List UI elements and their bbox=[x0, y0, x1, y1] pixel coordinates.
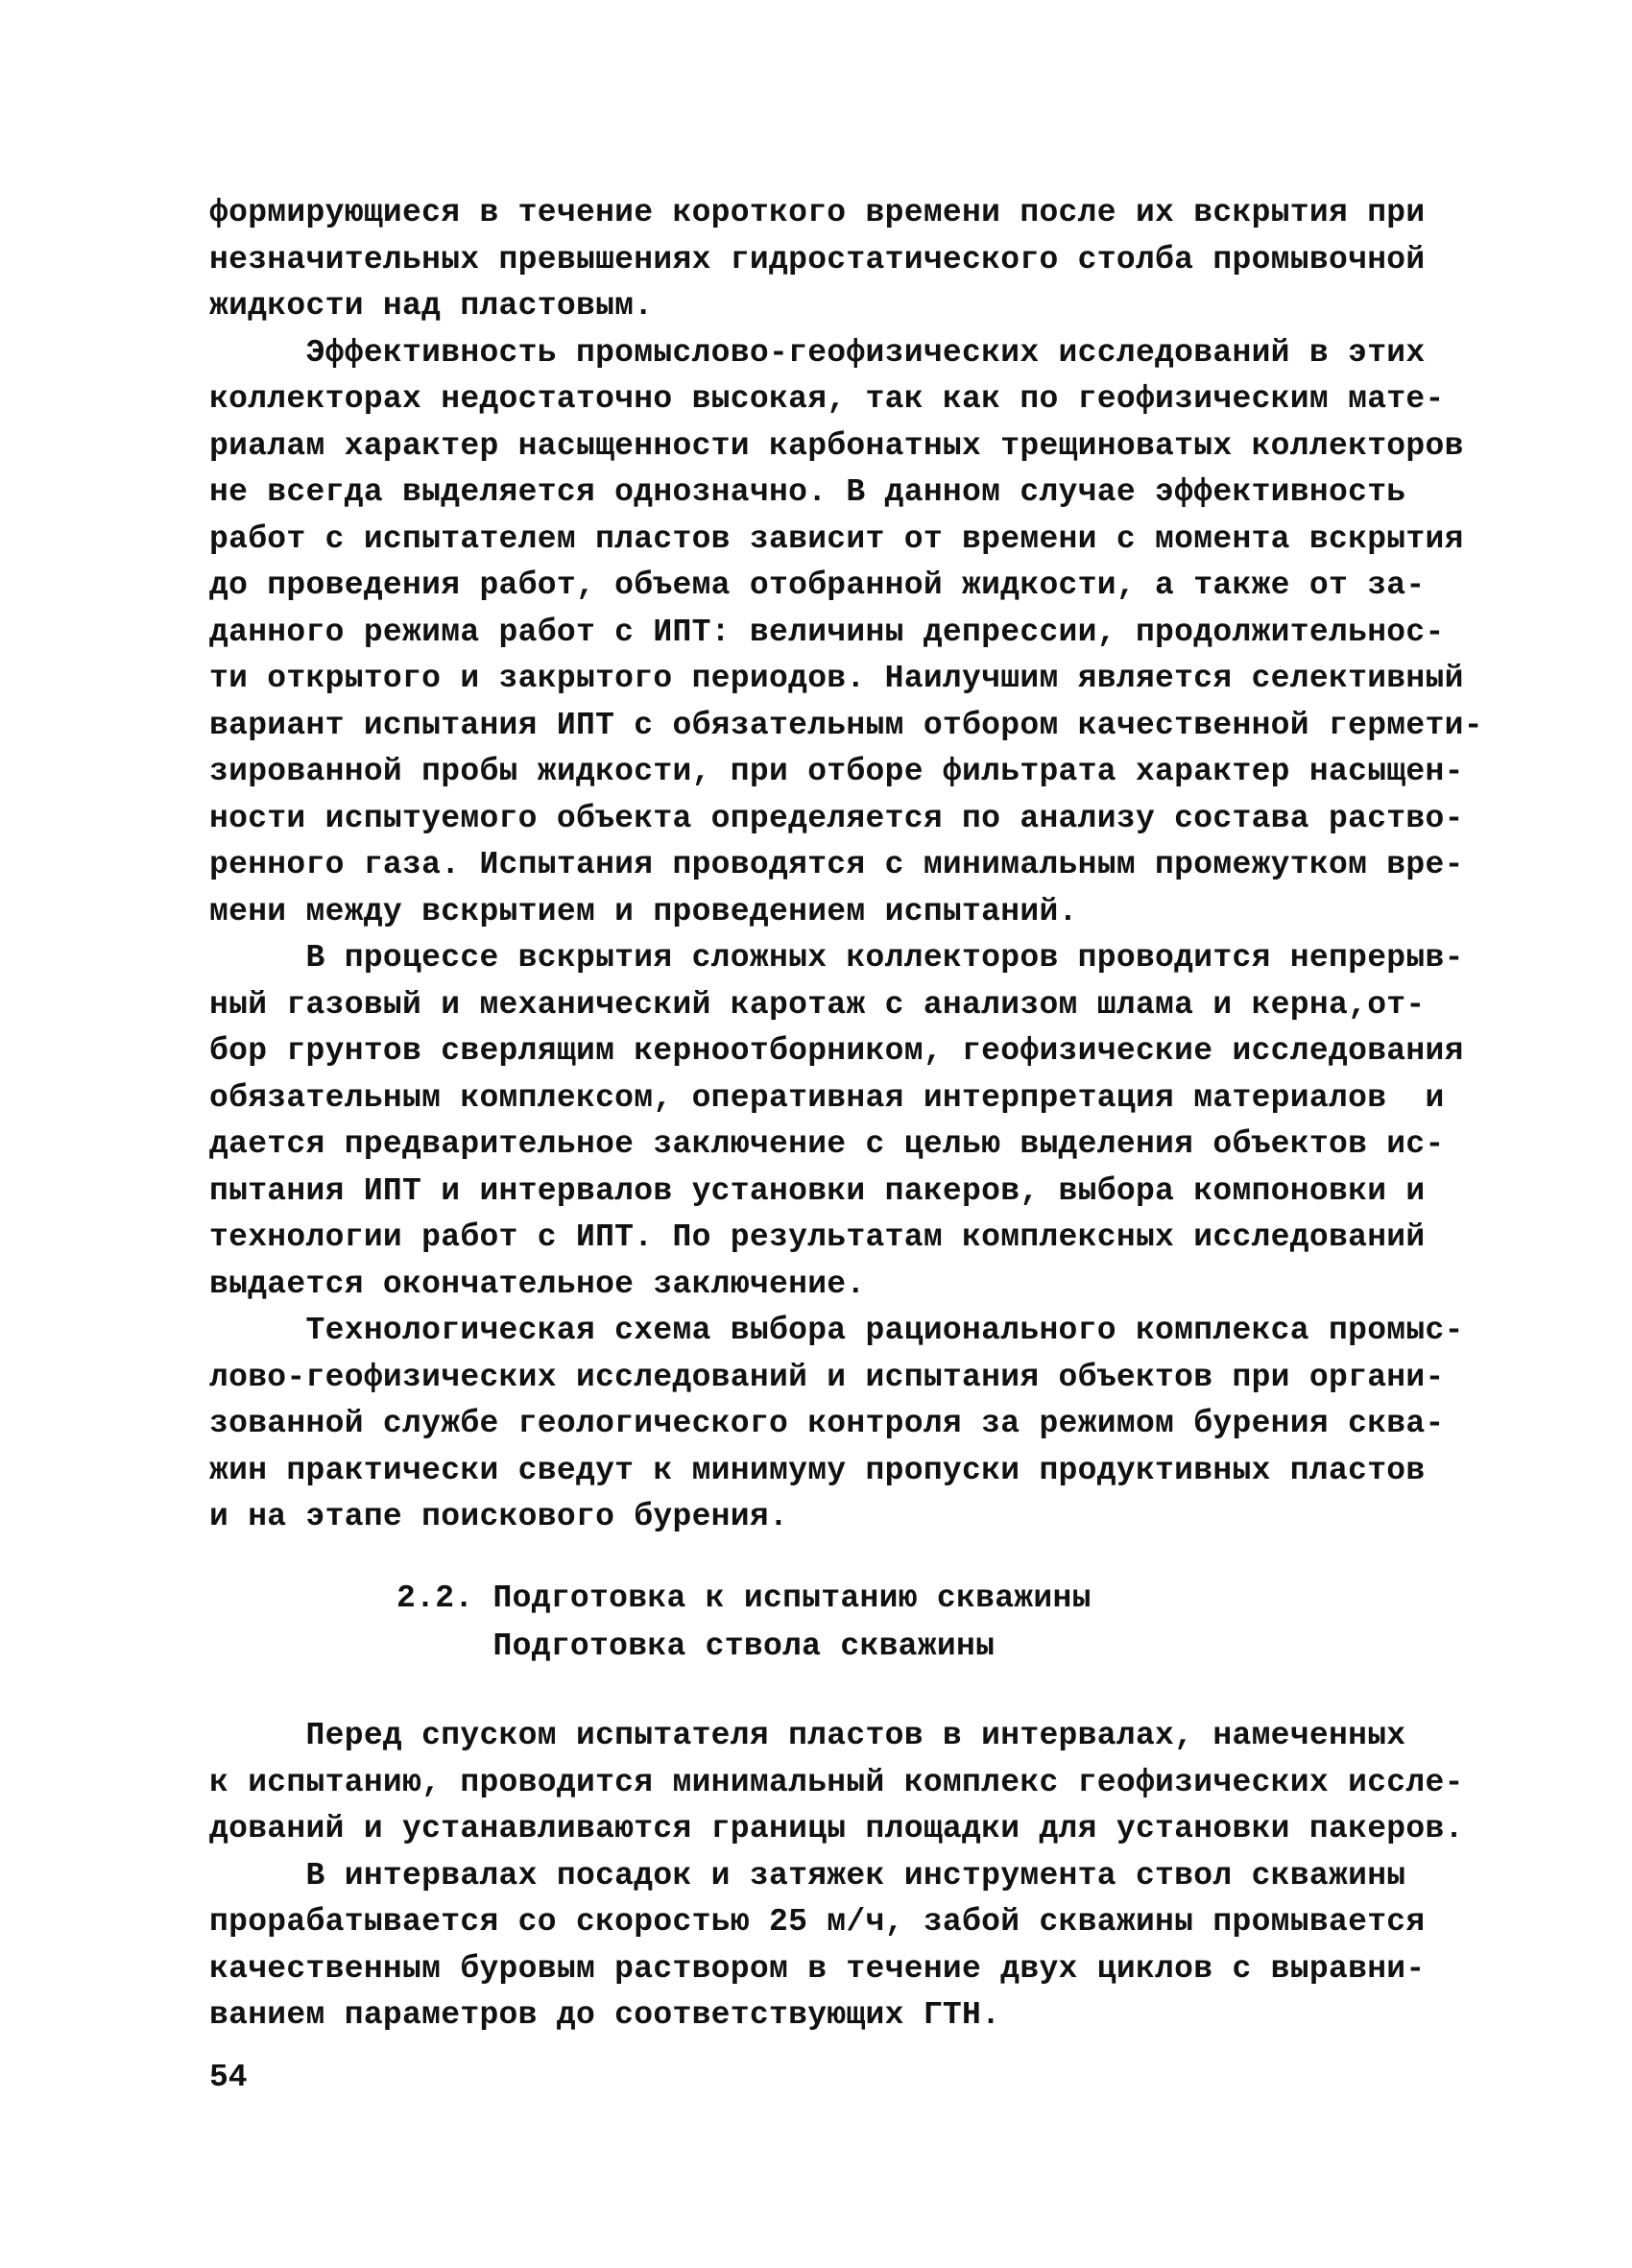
text-line: к испытанию, проводится минимальный комплекс геофизических иссле- bbox=[209, 1764, 1464, 1800]
text-line: зованной службе геологического контроля за режимом бурения сква- bbox=[209, 1406, 1445, 1441]
text-line: технологии работ с ИПТ. По результатам комплексных исследований bbox=[209, 1219, 1426, 1255]
text-line: коллекторах недостаточно высокая, так как по геофизическим мате- bbox=[209, 381, 1445, 417]
text-line: ный газовый и механический каротаж с анализом шлама и керна,от- bbox=[209, 986, 1426, 1023]
text-line: В интервалах посадок и затяжек инструмента ствол скважины bbox=[209, 1857, 1406, 1894]
text-line: качественным буровым раствором в течение двух циклов с выравни- bbox=[209, 1950, 1426, 1987]
text-line: жин практически сведут к минимуму пропуски продуктивных пластов bbox=[209, 1452, 1426, 1488]
text-line: жидкости над пластовым. bbox=[209, 288, 654, 324]
text-line: зированной пробы жидкости, при отборе фильтрата характер насыщен- bbox=[209, 754, 1464, 789]
text-line: В процессе вскрытия сложных коллекторов проводится непрерыв- bbox=[209, 940, 1464, 976]
text-line: дований и устанавливаются границы площадки для установки пакеров. bbox=[209, 1811, 1464, 1846]
section-title: 2.2. Подготовка к испытанию скважины bbox=[396, 1580, 1092, 1616]
text-line: работ с испытателем пластов зависит от времени с момента вскрытия bbox=[209, 520, 1464, 557]
text-line: прорабатывается со скоростью 25 м/ч, забой скважины промывается bbox=[209, 1904, 1426, 1940]
text-line: дается предварительное заключение с целью выделения объектов ис- bbox=[209, 1126, 1445, 1162]
text-line: данного режима работ с ИПТ: величины депрессии, продолжительнос- bbox=[209, 614, 1445, 650]
body-text-bottom bbox=[209, 1713, 1464, 2039]
body-text-top bbox=[209, 190, 1483, 1541]
text-line: лово-геофизических исследований и испытания объектов при органи- bbox=[209, 1359, 1445, 1395]
text-line: Технологическая схема выбора рационального комплекса промыс- bbox=[209, 1313, 1464, 1348]
text-line: ренного газа. Испытания проводятся с минимальным промежутком вре- bbox=[209, 847, 1464, 882]
text-line: обязательным комплексом, оперативная интерпретация материалов и bbox=[209, 1079, 1445, 1116]
section-heading bbox=[396, 1575, 1260, 1671]
text-line: мени между вскрытием и проведением испытаний. bbox=[209, 893, 1078, 929]
text-line: Эффективность промыслово-геофизических исследований в этих bbox=[209, 334, 1426, 371]
text-line: и на этапе поискового бурения. bbox=[209, 1499, 789, 1534]
text-line: риалам характер насыщенности карбонатных трещиноватых коллекторов bbox=[209, 427, 1464, 464]
text-line: ности испытуемого объекта определяется по анализу состава раство- bbox=[209, 800, 1464, 836]
section-subtitle: Подготовка ствола скважины bbox=[396, 1629, 996, 1664]
text-line: Перед спуском испытателя пластов в интервалах, намеченных bbox=[209, 1718, 1406, 1753]
text-line: ванием параметров до соответствующих ГТН. bbox=[209, 1997, 1001, 2033]
text-line: до проведения работ, объема отобранной жидкости, а также от за- bbox=[209, 567, 1426, 603]
page-number: 54 bbox=[209, 2060, 248, 2095]
text-line: вариант испытания ИПТ с обязательным отбором качественной гермети- bbox=[209, 707, 1483, 743]
text-line: пытания ИПТ и интервалов установки пакеров, выбора компоновки и bbox=[209, 1172, 1426, 1209]
text-line: не всегда выделяется однозначно. В данном случае эффективность bbox=[209, 474, 1406, 510]
text-line: формирующиеся в течение короткого времени после их вскрытия при bbox=[209, 195, 1426, 230]
text-line: бор грунтов сверлящим керноотборником, геофизические исследования bbox=[209, 1033, 1464, 1069]
text-line: незначительных превышениях гидростатического столба промывочной bbox=[209, 241, 1426, 277]
text-line: выдается окончательное заключение. bbox=[209, 1266, 866, 1302]
text-line: ти открытого и закрытого периодов. Наилучшим является селективный bbox=[209, 661, 1464, 696]
